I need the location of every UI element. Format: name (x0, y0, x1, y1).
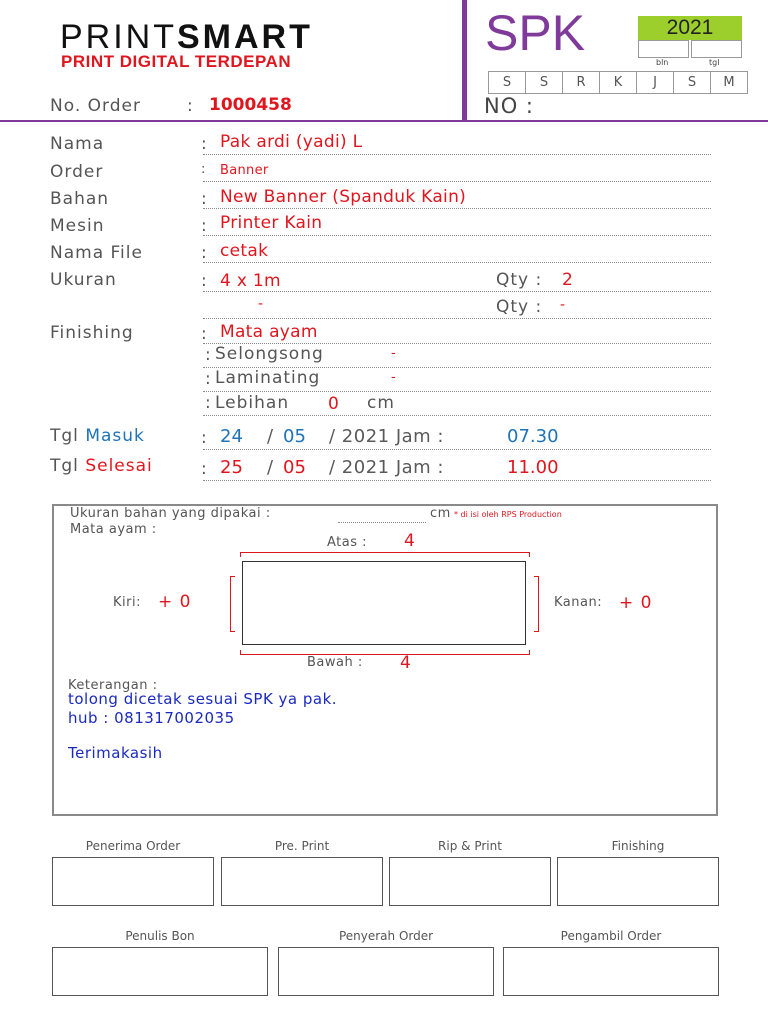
signature-label: Finishing (611, 839, 665, 853)
signature-box-penyerah-order (278, 947, 494, 996)
field-colon: : (201, 162, 206, 177)
keterangan-label: Keterangan : (68, 678, 158, 693)
production-note: * di isi oleh RPS Production (454, 510, 562, 519)
kanan-label: Kanan: (554, 595, 603, 610)
kanan-value: + 0 (619, 593, 653, 613)
field-value-ukuran-2: - (258, 296, 264, 312)
date-selesai-day: 25 (220, 457, 243, 478)
field-colon: : (205, 345, 211, 365)
atas-label: Atas : (327, 535, 368, 550)
signature-box-pre-print (221, 857, 383, 906)
order-number-value: 1000458 (209, 95, 292, 115)
date-selesai-year: / 2021 Jam : (329, 457, 444, 478)
signature-box-pengambil-order (503, 947, 719, 996)
date-masuk-year: / 2021 Jam : (329, 426, 444, 447)
field-label-nama: Nama (50, 134, 105, 154)
dotted-line (203, 415, 711, 416)
field-value-nama-file: cetak (220, 241, 269, 261)
finishing-option-selongsong: Selongsong (215, 344, 324, 364)
order-number-label: No. Order (50, 96, 141, 116)
field-label-ukuran: Ukuran (50, 270, 117, 290)
signature-label: Pre. Print (274, 839, 330, 853)
finishing-option-lebihan: Lebihan (215, 393, 290, 413)
production-box (52, 504, 718, 816)
laminating-value: - (391, 370, 396, 385)
dotted-line (203, 262, 711, 263)
field-label-nama-file: Nama File (50, 243, 143, 263)
order-colon: : (187, 96, 193, 116)
dotted-line (203, 291, 711, 292)
atas-value: 4 (404, 531, 415, 551)
field-label-bahan: Bahan (50, 189, 110, 209)
dotted-line (203, 235, 711, 236)
dotted-line (203, 480, 711, 481)
lebihan-value: 0 (328, 394, 340, 414)
keterangan-line: tolong dicetak sesuai SPK ya pak. (68, 690, 338, 708)
field-value-ukuran: 4 x 1m (220, 271, 281, 291)
keterangan-line: hub : 081317002035 (68, 709, 235, 727)
bracket-right (534, 576, 539, 632)
finishing-option-laminating: Laminating (215, 368, 321, 388)
dotted-line (203, 449, 711, 450)
kiri-value: + 0 (158, 592, 192, 612)
field-colon: : (201, 189, 207, 209)
field-colon: : (201, 428, 207, 448)
bracket-top (240, 552, 530, 557)
spk-number-label: NO : (484, 94, 534, 118)
bracket-bottom (240, 650, 530, 655)
selongsong-value: - (391, 346, 396, 361)
dotted-line (203, 154, 711, 155)
field-colon: : (205, 369, 211, 389)
bawah-value: 4 (400, 653, 411, 673)
field-value-order: Banner (220, 163, 269, 178)
weekday-code: J (637, 72, 674, 93)
weekday-code: M (723, 75, 735, 90)
field-colon: : (201, 271, 207, 291)
field-colon: : (201, 459, 207, 479)
date-masuk-time: 07.30 (507, 426, 559, 447)
mata-ayam-label: Mata ayam : (70, 522, 157, 537)
month-box (638, 40, 689, 58)
weekday-code: S (526, 72, 563, 93)
field-colon: : (201, 324, 207, 344)
field-colon: : (205, 393, 211, 413)
date-selesai-time: 11.00 (507, 457, 559, 478)
weekday-code: S (674, 72, 711, 93)
field-label-mesin: Mesin (50, 216, 105, 236)
ukuran-bahan-unit: cm (430, 506, 451, 521)
dotted-line (203, 208, 711, 209)
ukuran-bahan-label: Ukuran bahan yang dipakai : (70, 506, 271, 521)
dotted-line (203, 318, 711, 319)
date-masuk-day: 24 (220, 426, 243, 447)
field-colon: : (201, 216, 207, 236)
month-label: bln (656, 58, 669, 67)
field-value-bahan: New Banner (Spanduk Kain) (220, 187, 467, 207)
field-value-finishing: Mata ayam (220, 322, 318, 342)
signature-label: Rip & Print (438, 839, 502, 853)
company-logo: PRINTSMART (60, 18, 313, 56)
signature-label: Pengambil Order (560, 929, 662, 943)
field-label-order: Order (50, 162, 104, 182)
signature-label: Penulis Bon (125, 929, 195, 943)
day-box (691, 40, 742, 58)
date-masuk-month: 05 (283, 426, 306, 447)
dotted-line (203, 391, 711, 392)
field-value-nama: Pak ardi (yadi) L (220, 132, 363, 152)
bracket-left (230, 576, 235, 632)
banner-diagram (242, 561, 526, 645)
company-tagline: PRINT DIGITAL TERDEPAN (61, 52, 292, 71)
document-type: SPK (485, 5, 586, 61)
header-divider-vertical (462, 0, 467, 120)
header-divider-horizontal (0, 120, 768, 122)
date-slash: / (267, 426, 274, 447)
qty-label: Qty : (496, 297, 543, 317)
signature-box-finishing (557, 857, 719, 906)
qty-value: 2 (562, 270, 574, 290)
weekday-code: K (600, 72, 637, 93)
date-slash: / (267, 457, 274, 478)
kiri-label: Kiri: (113, 595, 141, 610)
field-label-finishing: Finishing (50, 323, 134, 343)
lebihan-unit: cm (367, 393, 395, 413)
signature-label: Penyerah Order (338, 929, 434, 943)
qty-label: Qty : (496, 270, 543, 290)
field-colon: : (201, 243, 207, 263)
weekday-code: S (489, 72, 526, 93)
qty-value-2: - (560, 297, 566, 313)
bawah-label: Bawah : (307, 655, 363, 670)
weekday-code: R (563, 72, 600, 93)
signature-label: Penerima Order (85, 839, 181, 853)
signature-box-penerima-order (52, 857, 214, 906)
signature-box-penulis-bon (52, 947, 268, 996)
date-selesai-month: 05 (283, 457, 306, 478)
date-masuk-label: Tgl Masuk (50, 426, 145, 446)
year-badge: 2021 (638, 16, 742, 40)
field-colon: : (201, 134, 207, 154)
keterangan-line: Terimakasih (68, 744, 163, 762)
field-value-mesin: Printer Kain (220, 213, 323, 233)
dotted-line (203, 181, 711, 182)
day-label: tgl (709, 58, 720, 67)
date-selesai-label: Tgl Selesai (50, 456, 153, 476)
dotted-line (338, 522, 426, 523)
signature-box-rip-print (389, 857, 551, 906)
weekday-code-row (488, 71, 748, 94)
